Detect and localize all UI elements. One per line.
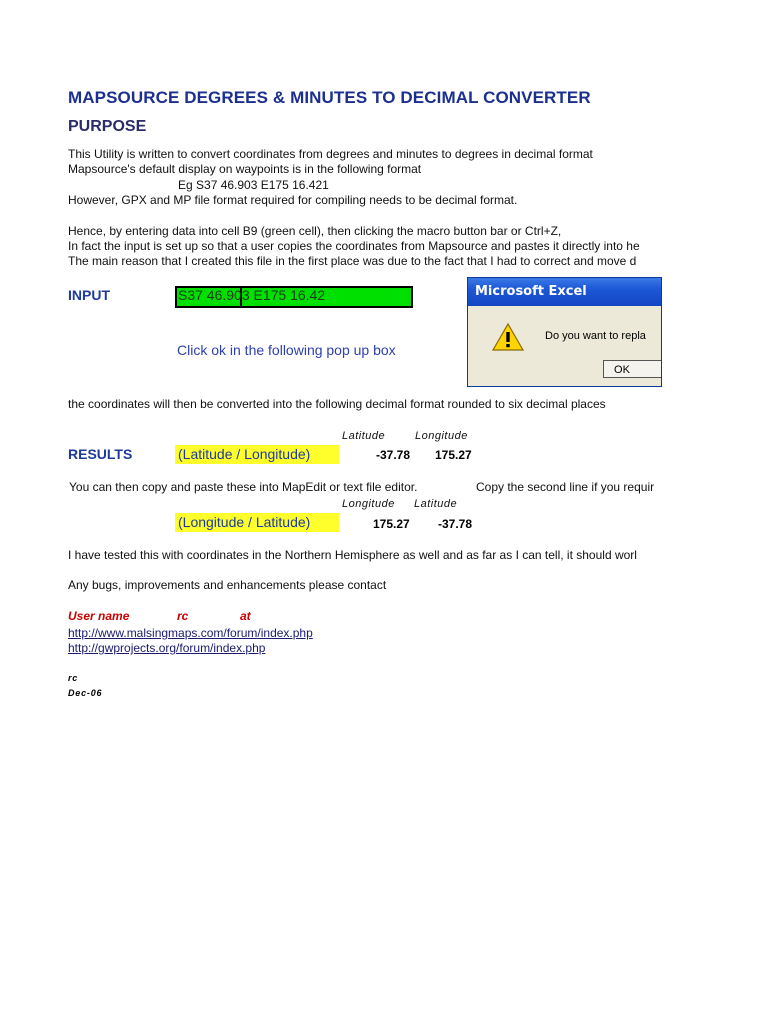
input-label: INPUT [68,287,110,303]
ok-button[interactable] [603,360,662,378]
col-head-latitude-2: Latitude [414,498,458,510]
purpose-example: Eg S37 46.903 E175 16.421 [178,178,329,192]
ok-label: OK [614,364,630,376]
format-label-2: (Longitude / Latitude) [178,514,311,530]
forum-link-2[interactable]: http://gwprojects.org/forum/index.php [68,641,266,655]
purpose-heading: PURPOSE [68,118,147,135]
input-value: S37 46.903 E175 16.42 [178,287,326,303]
page-title: MAPSOURCE DEGREES & MINUTES TO DECIMAL CONVERTER [68,88,591,107]
result2-latitude: -37.78 [438,517,473,531]
instruction-line-1: Hence, by entering data into cell B9 (green cell), then clicking the macro button bar or Ctrl+Z, [68,224,562,238]
tested-note: I have tested this with coordinates in the Northern Hemisphere as well and as far as I can tell, it should worl [68,548,637,562]
col-head-longitude-2: Longitude [342,498,395,510]
result-longitude: 175.27 [435,448,472,462]
dialog-title: Microsoft Excel [468,278,661,306]
user-name-value: rc [177,609,189,623]
excel-dialog [467,277,662,387]
purpose-line-2: Mapsource's default display on waypoints is in the following format [68,162,422,176]
purpose-line-1: This Utility is written to convert coordinates from degrees and minutes to degrees in decimal format [68,147,593,161]
dialog-message: Do you want to repla [545,330,646,342]
signature-name: rc [68,673,79,683]
purpose-line-4: However, GPX and MP file format required for compiling needs to be decimal format. [68,193,518,207]
col-head-longitude: Longitude [415,430,468,442]
instruction-line-2: In fact the input is set up so that a user copies the coordinates from Mapsource and pastes it directly into he [68,239,640,253]
popup-instruction: Click ok in the following pop up box [177,342,396,358]
conversion-note: the coordinates will then be converted into the following decimal format rounded to six decimal places [68,397,606,411]
at-label: at [240,609,251,623]
instruction-line-3: The main reason that I created this file in the first place was due to the fact that I had to correct and move d [68,254,637,268]
result-latitude: -37.78 [376,448,411,462]
copy-note: You can then copy and paste these into MapEdit or text file editor. [69,480,418,494]
warning-icon [491,322,525,352]
user-name-label: User name [68,609,130,623]
signature-date: Dec-06 [68,688,103,698]
results-label: RESULTS [68,446,133,462]
copy-note-2: Copy the second line if you requir [476,480,655,494]
col-head-latitude: Latitude [342,430,386,442]
result2-longitude: 175.27 [373,517,410,531]
forum-link-1[interactable]: http://www.malsingmaps.com/forum/index.php [68,626,313,640]
contact-note: Any bugs, improvements and enhancements please contact [68,578,387,592]
format-label-1: (Latitude / Longitude) [178,446,311,462]
